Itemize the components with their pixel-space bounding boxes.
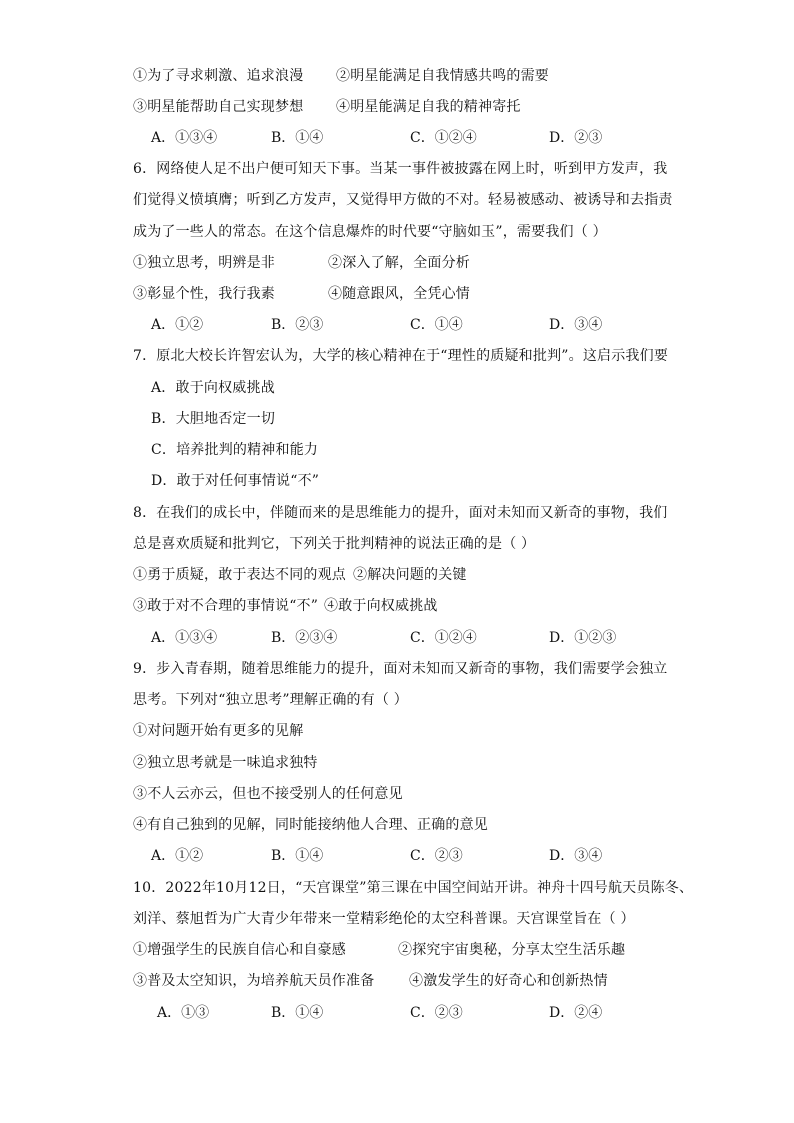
- q8-statement-4: ④敢于向权威挑战: [324, 598, 438, 614]
- q8-stem-line-2: 总是喜欢质疑和批判它，下列关于批判精神的说法正确的是（ ）: [133, 536, 536, 552]
- q9-option-d: D．③④: [549, 848, 603, 864]
- q6-statement-3: ③彰显个性，我行我素: [133, 286, 275, 302]
- q9-statement-1: ①对问题开始有更多的见解: [133, 723, 304, 739]
- q10-option-b: B．①④: [271, 1005, 324, 1021]
- q5-statement-4: ④明星能满足自我的精神寄托: [336, 99, 521, 115]
- q6-option-b: B．②③: [271, 317, 324, 333]
- q8-statement-2: ②解决问题的关键: [353, 567, 467, 583]
- q8-option-d: D．①②③: [549, 630, 617, 646]
- q9-stem-line-1: 9．步入青春期，随着思维能力的提升，面对未知而又新奇的事物，我们需要学会独立: [133, 661, 668, 677]
- q7-choice-a: A．敢于向权威挑战: [151, 380, 275, 396]
- q9-statement-2: ②独立思考就是一味追求独特: [133, 755, 318, 771]
- q10-option-c: C．②③: [410, 1005, 463, 1021]
- q8-statement-1: ①勇于质疑，敢于表达不同的观点: [133, 567, 346, 583]
- q10-stem-line-1: 10．2022年10月12日，“天宫课堂”第三课在中国空间站开讲。神舟十四号航天员陈冬、: [133, 880, 694, 896]
- q6-statement-2: ②深入了解，全面分析: [328, 255, 470, 271]
- q7-stem-line-1: 7．原北大校长许智宏认为，大学的核心精神在于“理性的质疑和批判”。这启示我们要: [133, 348, 669, 364]
- q7-choice-d: D．敢于对任何事情说“不”: [151, 473, 320, 489]
- q10-statement-3: ③普及太空知识，为培养航天员作准备: [133, 973, 375, 989]
- q6-statement-1: ①独立思考，明辨是非: [133, 255, 275, 271]
- q6-stem-line-2: 们觉得义愤填膺；听到乙方发声，又觉得甲方做的不对。轻易被感动、被诱导和去指责: [133, 192, 673, 208]
- q9-option-a: A．①②: [151, 848, 204, 864]
- q10-stem-line-2: 刘洋、蔡旭哲为广大青少年带来一堂精彩绝伦的太空科普课。天宫课堂旨在（ ）: [133, 911, 635, 927]
- q9-stem-line-2: 思考。下列对“独立思考”理解正确的有（ ）: [133, 692, 408, 708]
- q5-statement-1: ①为了寻求刺激、追求浪漫: [133, 68, 304, 84]
- q10-statement-4: ④激发学生的好奇心和创新热情: [409, 973, 608, 989]
- q5-statement-3: ③明星能帮助自己实现梦想: [133, 99, 304, 115]
- q8-statement-3: ③敢于对不合理的事情说“不”: [133, 598, 319, 614]
- q9-option-b: B．①④: [271, 848, 324, 864]
- q9-statement-3: ③不人云亦云，但也不接受别人的任何意见: [133, 786, 403, 802]
- q8-option-a: A．①③④: [151, 630, 218, 646]
- q8-option-c: C．①②④: [410, 630, 477, 646]
- q7-choice-b: B．大胆地否定一切: [151, 411, 276, 427]
- q6-statement-4: ④随意跟风，全凭心情: [328, 286, 470, 302]
- q6-option-a: A．①②: [151, 317, 204, 333]
- q6-option-d: D．③④: [549, 317, 603, 333]
- q5-option-b: B．①④: [271, 130, 324, 146]
- q10-statement-2: ②探究宇宙奥秘，分享太空生活乐趣: [398, 942, 626, 958]
- q9-statement-4: ④有自己独到的见解，同时能接纳他人合理、正确的意见: [133, 817, 488, 833]
- q6-stem-line-1: 6．网络使人足不出户便可知天下事。当某一事件被披露在网上时，听到甲方发声，我: [133, 161, 668, 177]
- q9-option-c: C．②③: [410, 848, 463, 864]
- q7-choice-c: C．培养批判的精神和能力: [151, 442, 319, 458]
- q5-option-a: A．①③④: [151, 130, 218, 146]
- q8-stem-line-1: 8．在我们的成长中，伴随而来的是思维能力的提升，面对未知而又新奇的事物，我们: [133, 505, 668, 521]
- q8-option-b: B．②③④: [271, 630, 338, 646]
- q5-option-c: C．①②④: [410, 130, 477, 146]
- q6-option-c: C．①④: [410, 317, 463, 333]
- q6-stem-line-3: 成为了一些人的常态。在这个信息爆炸的时代要“守脑如玉”，需要我们（ ）: [133, 224, 607, 240]
- q5-option-d: D．②③: [549, 130, 603, 146]
- q10-option-d: D．②④: [549, 1005, 603, 1021]
- q10-statement-1: ①增强学生的民族自信心和自豪感: [133, 942, 346, 958]
- q10-option-a: A．①③: [157, 1005, 210, 1021]
- q5-statement-2: ②明星能满足自我情感共鸣的需要: [336, 68, 549, 84]
